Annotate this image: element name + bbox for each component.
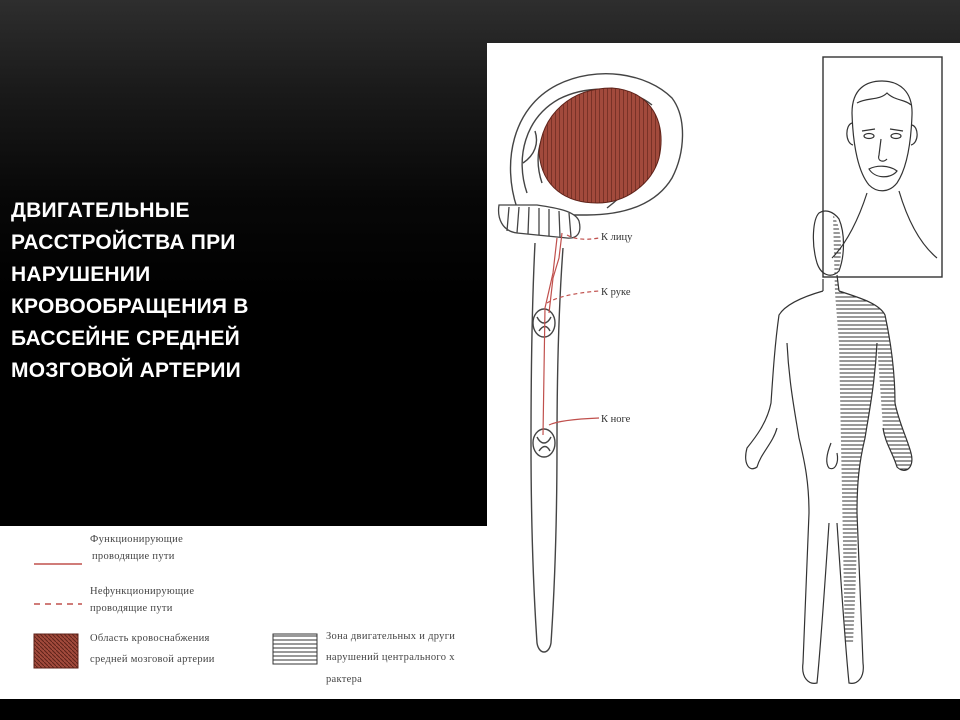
title-line: РАССТРОЙСТВА ПРИ (11, 231, 236, 254)
title-line: БАССЕЙНЕ СРЕДНЕЙ (11, 327, 240, 350)
legend-supply-area-swatch (34, 634, 78, 668)
title-line: ДВИГАТЕЛЬНЫЕ (11, 199, 190, 222)
title-line: НАРУШЕНИИ (11, 263, 151, 286)
legend-zone-swatch (273, 634, 317, 664)
diagram-panel (487, 43, 960, 699)
legend-zone-line1: Зона двигательных и други (326, 631, 456, 642)
motor-pathway-diagram (487, 43, 960, 699)
mca-territory-area (539, 88, 661, 203)
legend-supply-area-line2: средней мозговой артерии (90, 654, 215, 665)
label-to-face: К лицу (601, 232, 633, 243)
brainstem (499, 205, 580, 238)
spinal-cord (531, 243, 563, 652)
label-to-leg: К ноге (601, 414, 631, 425)
legend-zone-line2: нарушений центрального х (326, 652, 455, 663)
affected-hemibody-hatching (833, 215, 912, 643)
legend-zone-line3: рактера (326, 674, 363, 685)
label-to-arm: К руке (601, 287, 631, 298)
slide-title (11, 195, 341, 387)
legend-functioning-line2: проводящие пути (92, 551, 175, 562)
legend-panel (0, 526, 487, 699)
body-figure (746, 211, 912, 683)
legend (0, 526, 487, 699)
title-line: МОЗГОВОЙ АРТЕРИИ (11, 359, 241, 382)
legend-nonfunctioning-line2: проводящие пути (90, 603, 173, 614)
title-line: КРОВООБРАЩЕНИЯ В (11, 295, 249, 318)
legend-supply-area-line1: Область кровоснабжения (90, 633, 210, 644)
legend-nonfunctioning-line1: Нефункционирующие (90, 586, 195, 597)
legend-functioning-line1: Функционирующие (90, 534, 184, 545)
